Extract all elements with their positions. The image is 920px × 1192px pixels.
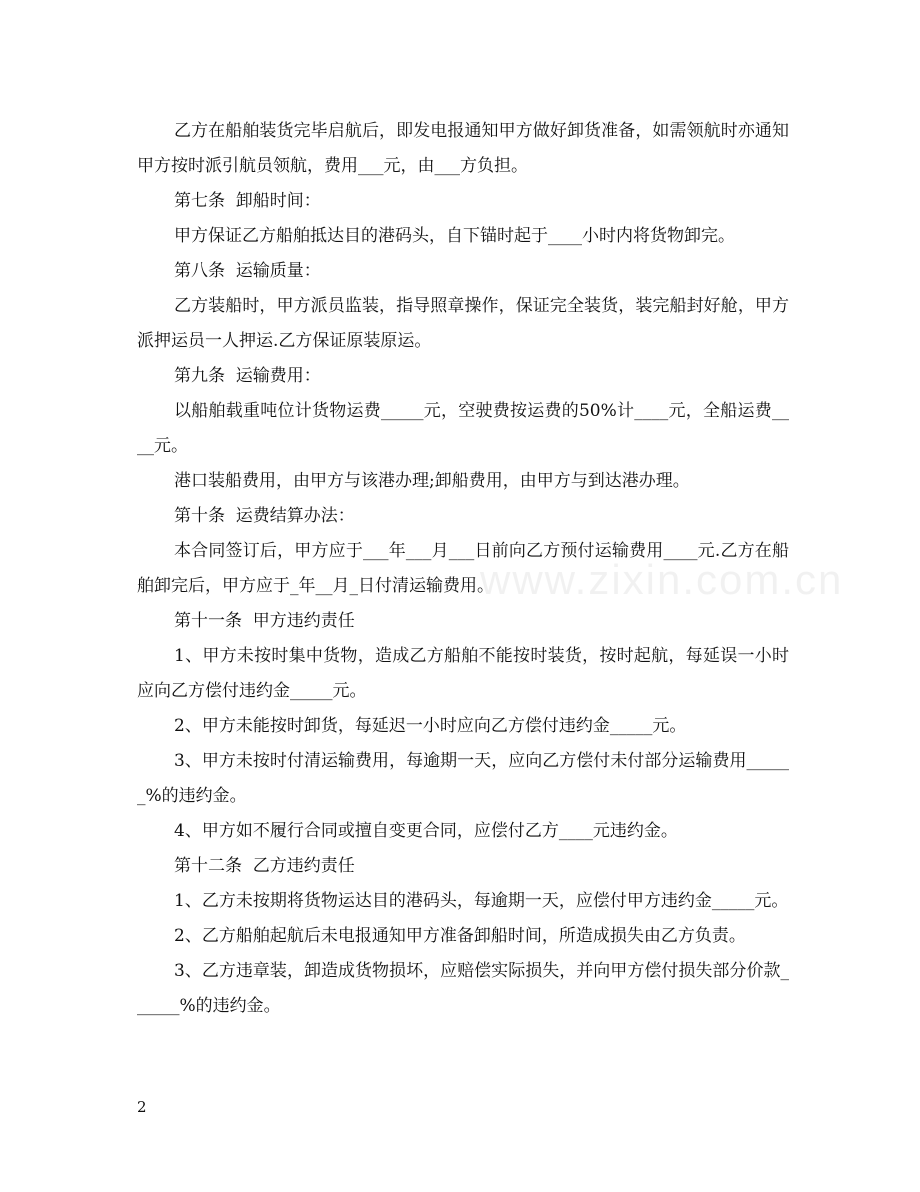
article-9-heading: 第九条 运输费用： xyxy=(174,366,321,386)
article-11-heading: 第十一条 甲方违约责任 xyxy=(174,611,355,631)
article-8-heading: 第八条 运输质量： xyxy=(174,261,321,281)
article-10-heading: 第十条 运费结算办法： xyxy=(174,506,355,526)
party-a-liability-1: 1、甲方未按时集中货物，造成乙方船舶不能按时装货，按时起航，每延误一小时应向乙方偿付违约金_____元。 xyxy=(137,646,789,701)
paragraph-port-fees: 港口装船费用，由甲方与该港办理;卸船费用，由甲方与到达港办理。 xyxy=(174,471,690,491)
party-b-liability-3: 3、乙方违章装，卸造成货物损坏，应赔偿实际损失，并向甲方偿付损失部分价款______%的违约金。 xyxy=(137,961,789,1016)
paragraph-freight-cost: 以船舶载重吨位计货物运费_____元，空驶费按运费的50%计____元，全船运费____元。 xyxy=(137,401,789,456)
party-b-liability-1: 1、乙方未按期将货物运达目的港码头，每逾期一天，应偿付甲方违约金_____元。 xyxy=(174,891,789,911)
document-body xyxy=(137,114,789,1024)
watermark: www.zixin.com.cn xyxy=(480,556,844,603)
party-a-liability-3: 3、甲方未按时付清运输费用，每逾期一天，应向乙方偿付未付部分运输费用______%的违约金。 xyxy=(137,751,789,806)
article-12-heading: 第十二条 乙方违约责任 xyxy=(174,856,355,876)
paragraph-1: 乙方在船舶装货完毕启航后，即发电报通知甲方做好卸货准备，如需领航时亦通知甲方按时派引航员领航，费用___元，由___方负担。 xyxy=(137,121,789,176)
party-b-liability-2: 2、乙方船舶起航后未电报通知甲方准备卸船时间，所造成损失由乙方负责。 xyxy=(174,926,746,946)
party-a-liability-2: 2、甲方未能按时卸货，每延迟一小时应向乙方偿付违约金_____元。 xyxy=(174,716,687,736)
paragraph-transport-quality: 乙方装船时，甲方派员监装，指导照章操作，保证完全装货，装完船封好舱，甲方派押运员一人押运.乙方保证原装原运。 xyxy=(137,296,789,351)
party-a-liability-4: 4、甲方如不履行合同或擅自变更合同，应偿付乙方____元违约金。 xyxy=(174,821,678,841)
paragraph-settlement: 本合同签订后，甲方应于___年___月___日前向乙方预付运输费用____元.乙方在船舶卸完后，甲方应于_年__月_日付清运输费用。 xyxy=(137,541,789,596)
paragraph-unloading-time: 甲方保证乙方船舶抵达目的港码头，自下锚时起于____小时内将货物卸完。 xyxy=(174,226,735,246)
page-number: 2 xyxy=(137,1098,147,1116)
article-7-heading: 第七条 卸船时间： xyxy=(174,191,321,211)
